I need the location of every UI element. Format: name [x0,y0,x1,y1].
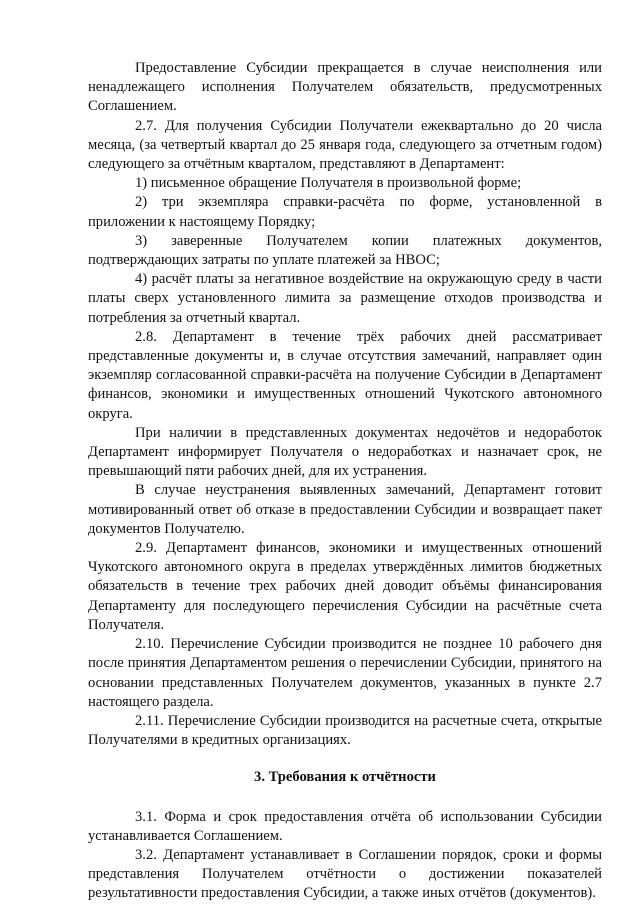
paragraph-deficiencies: При наличии в представленных документах недочётов и недоработок Департамент информирует Получателя о недоработках и назначает срок, не превышающий пяти рабочих дней, для их устранения. [88,424,602,480]
section-3-heading: 3. Требования к отчётности [254,769,436,786]
paragraph-3-2: 3.2. Департамент устанавливает в Соглашении порядок, сроки и формы представления Получателем отчётности о достижении показателей результативности предоставления Субсидии, а также иных отчётов (документов). [88,846,602,902]
list-item-2: 2) три экземпляра справки-расчёта по форме, установленной в приложении к настоящему Порядку; [88,194,602,230]
paragraph-2-10: 2.10. Перечисление Субсидии производится не позднее 10 рабочего дня после принятия Департаментом решения о перечислении Субсидии, принятого на основании представленных Получателем документов, указанных в пункте 2.7 настоящего раздела. [88,636,602,710]
list-item-4: 4) расчёт платы за негативное воздействие на окружающую среду в части платы сверх установленного лимита за размещение отходов производства и потребления за отчетный квартал. [88,271,602,326]
list-item-3: 3) заверенные Получателем копии платежных документов, подтверждающих затраты по уплате платежей за НВОС; [88,232,602,269]
paragraph-3-1: 3.1. Форма и срок предоставления отчёта об использовании Субсидии устанавливается Соглашением. [88,808,602,844]
paragraph-termination: Предоставление Субсидии прекращается в случае неисполнения или ненадлежащего исполнения Получателем обязательств, предусмотренных Соглашением. [88,60,602,115]
paragraph-refusal: В случае неустранения выявленных замечаний, Департамент готовит мотивированный ответ об отказе в предоставлении Субсидии и возвращает пакет документов Получателю. [88,482,602,537]
document-body [88,59,602,904]
paragraph-2-7: 2.7. Для получения Субсидии Получатели ежеквартально до 20 числа месяца, (за четвертый квартал до 25 января года, следующего за отчетным годом) следующего за отчётным кварталом, представляют в Департамент: [88,117,602,173]
list-item-1: 1) письменное обращение Получателя в произвольной форме; [135,175,522,192]
paragraph-2-8: 2.8. Департамент в течение трёх рабочих дней рассматривает представленные документы и, в случае отсутствия замечаний, направляет один экземпляр согласованной справки-расчёта на получение Субсидии в Департамент финансов, экономики и имущественных отношений Чукотского автономного округа. [88,328,602,422]
paragraph-2-11: 2.11. Перечисление Субсидии производится на расчетные счета, открытые Получателями в кредитных организациях. [88,712,602,749]
paragraph-2-9: 2.9. Департамент финансов, экономики и имущественных отношений Чукотского автономного округа в пределах утверждённых лимитов бюджетных обязательств в течение трех рабочих дней доводит объёмы финансирования Департаменту для последующего перечисления Субсидии на расчётные счета Получателя. [88,540,602,633]
